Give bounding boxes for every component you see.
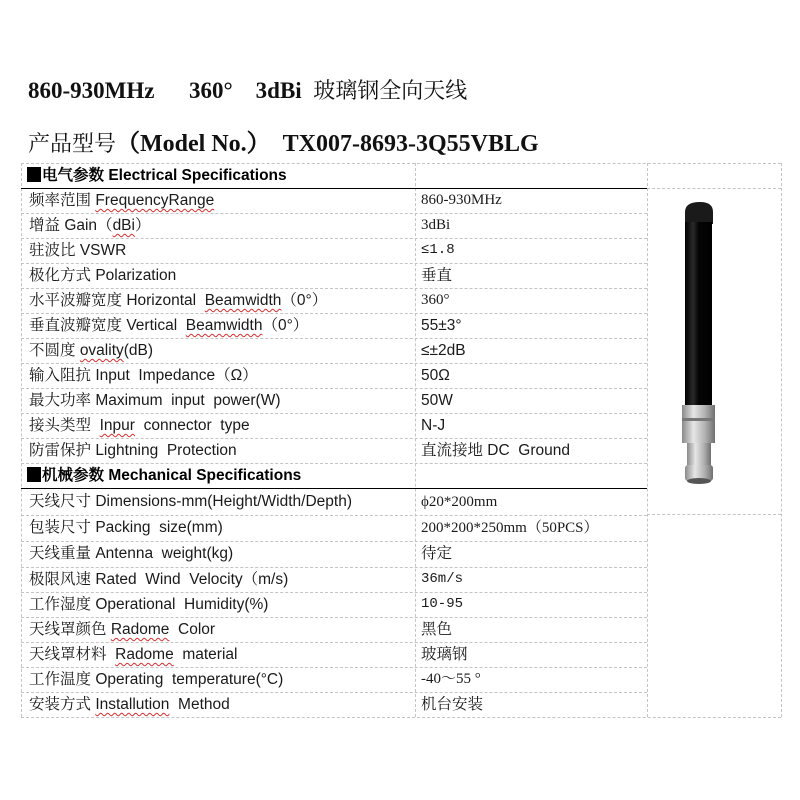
spec-label xyxy=(29,592,417,617)
spec-label-en: Rated Wind Velocity（m/s) xyxy=(95,571,289,588)
spec-label xyxy=(29,188,417,213)
spec-label xyxy=(29,363,417,388)
spec-value: 垂直 xyxy=(421,267,453,284)
spec-value: 玻璃钢 xyxy=(421,646,468,663)
spec-label-en: ovality(dB) xyxy=(79,342,154,359)
spec-value: 待定 xyxy=(421,545,453,562)
section-header-electrical xyxy=(27,163,415,188)
table-border-left xyxy=(21,163,22,717)
black-square-bullet-icon xyxy=(27,467,41,482)
spec-label-cn: 驻波比 xyxy=(29,242,80,259)
spec-label xyxy=(29,238,417,263)
spec-label-cn: 工作湿度 xyxy=(29,596,96,613)
spec-value: 55±3° xyxy=(421,317,462,334)
spellcheck-underline: FrequencyRange xyxy=(95,192,215,209)
spec-label-en: Installution Method xyxy=(95,696,230,713)
section-header-mechanical xyxy=(27,463,415,488)
spec-value: 黑色 xyxy=(421,621,453,638)
section-title-en: Electrical Specifications xyxy=(104,167,287,184)
spec-label xyxy=(29,338,417,363)
spec-label xyxy=(29,288,417,313)
spec-label-cn: 输入阻抗 xyxy=(29,367,96,384)
spec-label xyxy=(29,515,417,541)
spec-label-en: VSWR xyxy=(79,242,127,259)
spec-label-cn: 天线罩颜色 xyxy=(29,621,111,638)
spec-value: 200*200*250mm（50PCS） xyxy=(421,520,599,536)
row-divider xyxy=(647,514,781,515)
spec-label-en xyxy=(95,192,214,209)
spec-value: -40～55 ° xyxy=(421,671,481,687)
spec-label-cn: 不圆度 xyxy=(29,342,80,359)
spec-label xyxy=(29,541,417,567)
spellcheck-underline: Beamwidth xyxy=(204,292,282,309)
spellcheck-underline: Beamwidth xyxy=(185,317,263,334)
spec-value: 10-95 xyxy=(421,596,464,612)
spec-label-en: Lightning Protection xyxy=(95,442,237,459)
spec-label xyxy=(29,642,417,667)
section-title-en: Mechanical Specifications xyxy=(104,467,302,484)
spec-label xyxy=(29,213,417,238)
spec-value: 36m/s xyxy=(421,571,464,587)
spec-label-en: Radome Color xyxy=(110,621,216,638)
title-en: 860-930MHz 360° 3dBi xyxy=(28,78,314,103)
spec-label-cn: 安装方式 xyxy=(29,696,96,713)
spec-label xyxy=(29,692,417,717)
spec-label-en: Operating temperature(°C) xyxy=(95,671,284,688)
spec-label-en: Inpur connector type xyxy=(99,417,250,434)
spec-label-cn: 垂直波瓣宽度 xyxy=(29,317,127,334)
spec-value: 直流接地 DC Ground xyxy=(421,442,571,459)
spec-value: 360° xyxy=(421,292,450,308)
spec-label-cn: 防雷保护 xyxy=(29,442,96,459)
spec-label xyxy=(29,413,417,438)
spec-label-en: Packing size(mm) xyxy=(95,519,223,536)
spec-label-cn: 频率范围 xyxy=(29,192,96,209)
spellcheck-underline: Radome xyxy=(115,646,174,663)
spec-label xyxy=(29,313,417,338)
antenna-photo-icon xyxy=(655,200,745,500)
spec-label-en: Maximum input power(W) xyxy=(95,392,281,409)
spec-value: 机台安装 xyxy=(421,696,484,713)
spec-label-en: Horizontal Beamwidth（0°） xyxy=(126,292,328,309)
model-number-title xyxy=(28,123,539,158)
spec-label-cn: 水平波瓣宽度 xyxy=(29,292,127,309)
spec-label xyxy=(29,567,417,592)
spec-label-cn: 最大功率 xyxy=(29,392,96,409)
spec-label-cn: 天线尺寸 xyxy=(29,493,96,510)
spec-label-cn: 极化方式 xyxy=(29,267,96,284)
table-border-right xyxy=(781,163,782,717)
title-cn: 玻璃钢全向天线 xyxy=(313,79,468,104)
spec-value: 860-930MHz xyxy=(421,192,502,208)
model-number: （Model No.） TX007-8693-3Q55VBLG xyxy=(116,131,539,157)
spec-label-en: Dimensions-mm(Height/Width/Depth) xyxy=(95,493,352,510)
spec-value: ϕ20*200mm xyxy=(421,494,498,510)
section-title-cn: 机械参数 xyxy=(42,467,105,484)
spec-label-cn: 天线重量 xyxy=(29,545,96,562)
model-label-cn: 产品型号 xyxy=(28,132,117,157)
spec-label xyxy=(29,617,417,642)
table-border-bottom xyxy=(21,717,781,718)
row-divider xyxy=(647,188,781,189)
spec-label-cn: 极限风速 xyxy=(29,571,96,588)
spec-label-cn: 天线罩材料 xyxy=(29,646,116,663)
spec-value: N-J xyxy=(421,417,446,434)
spec-label-en: Radome material xyxy=(115,646,238,663)
spec-label-cn: 接头类型 xyxy=(29,417,100,434)
spellcheck-underline: Inpur xyxy=(99,417,135,434)
spec-value: 50W xyxy=(421,392,453,409)
spec-label-en: Operational Humidity(%) xyxy=(95,596,269,613)
spellcheck-underline: Installution xyxy=(95,696,170,713)
black-square-bullet-icon xyxy=(27,167,41,182)
spec-value: 50Ω xyxy=(421,367,450,384)
spec-label-cn: 工作温度 xyxy=(29,671,96,688)
section-title-cn: 电气参数 xyxy=(42,167,105,184)
title-frequency-gain xyxy=(28,74,467,105)
spec-label-en: Gain（dBi） xyxy=(64,217,151,234)
column-divider xyxy=(647,163,648,717)
spec-label xyxy=(29,489,417,515)
spec-label xyxy=(29,438,417,463)
spec-label xyxy=(29,263,417,288)
spec-value: 3dBi xyxy=(421,217,451,233)
spec-table xyxy=(21,163,781,717)
spec-value: ≤±2dB xyxy=(421,342,466,359)
spellcheck-underline: ovality xyxy=(79,342,124,359)
spec-label-cn: 增益 xyxy=(29,217,65,234)
spec-label-en: Antenna weight(kg) xyxy=(95,545,234,562)
spellcheck-underline: Radome xyxy=(110,621,170,638)
spec-label-en: Polarization xyxy=(95,267,177,284)
spec-label xyxy=(29,388,417,413)
spec-label-en: Input Impedance（Ω） xyxy=(95,367,258,384)
spec-label-cn: 包装尺寸 xyxy=(29,519,96,536)
spec-label xyxy=(29,667,417,692)
spellcheck-underline: dBi xyxy=(112,217,135,234)
spec-label-en: Vertical Beamwidth（0°） xyxy=(126,317,309,334)
spec-value: ≤1.8 xyxy=(421,242,455,258)
